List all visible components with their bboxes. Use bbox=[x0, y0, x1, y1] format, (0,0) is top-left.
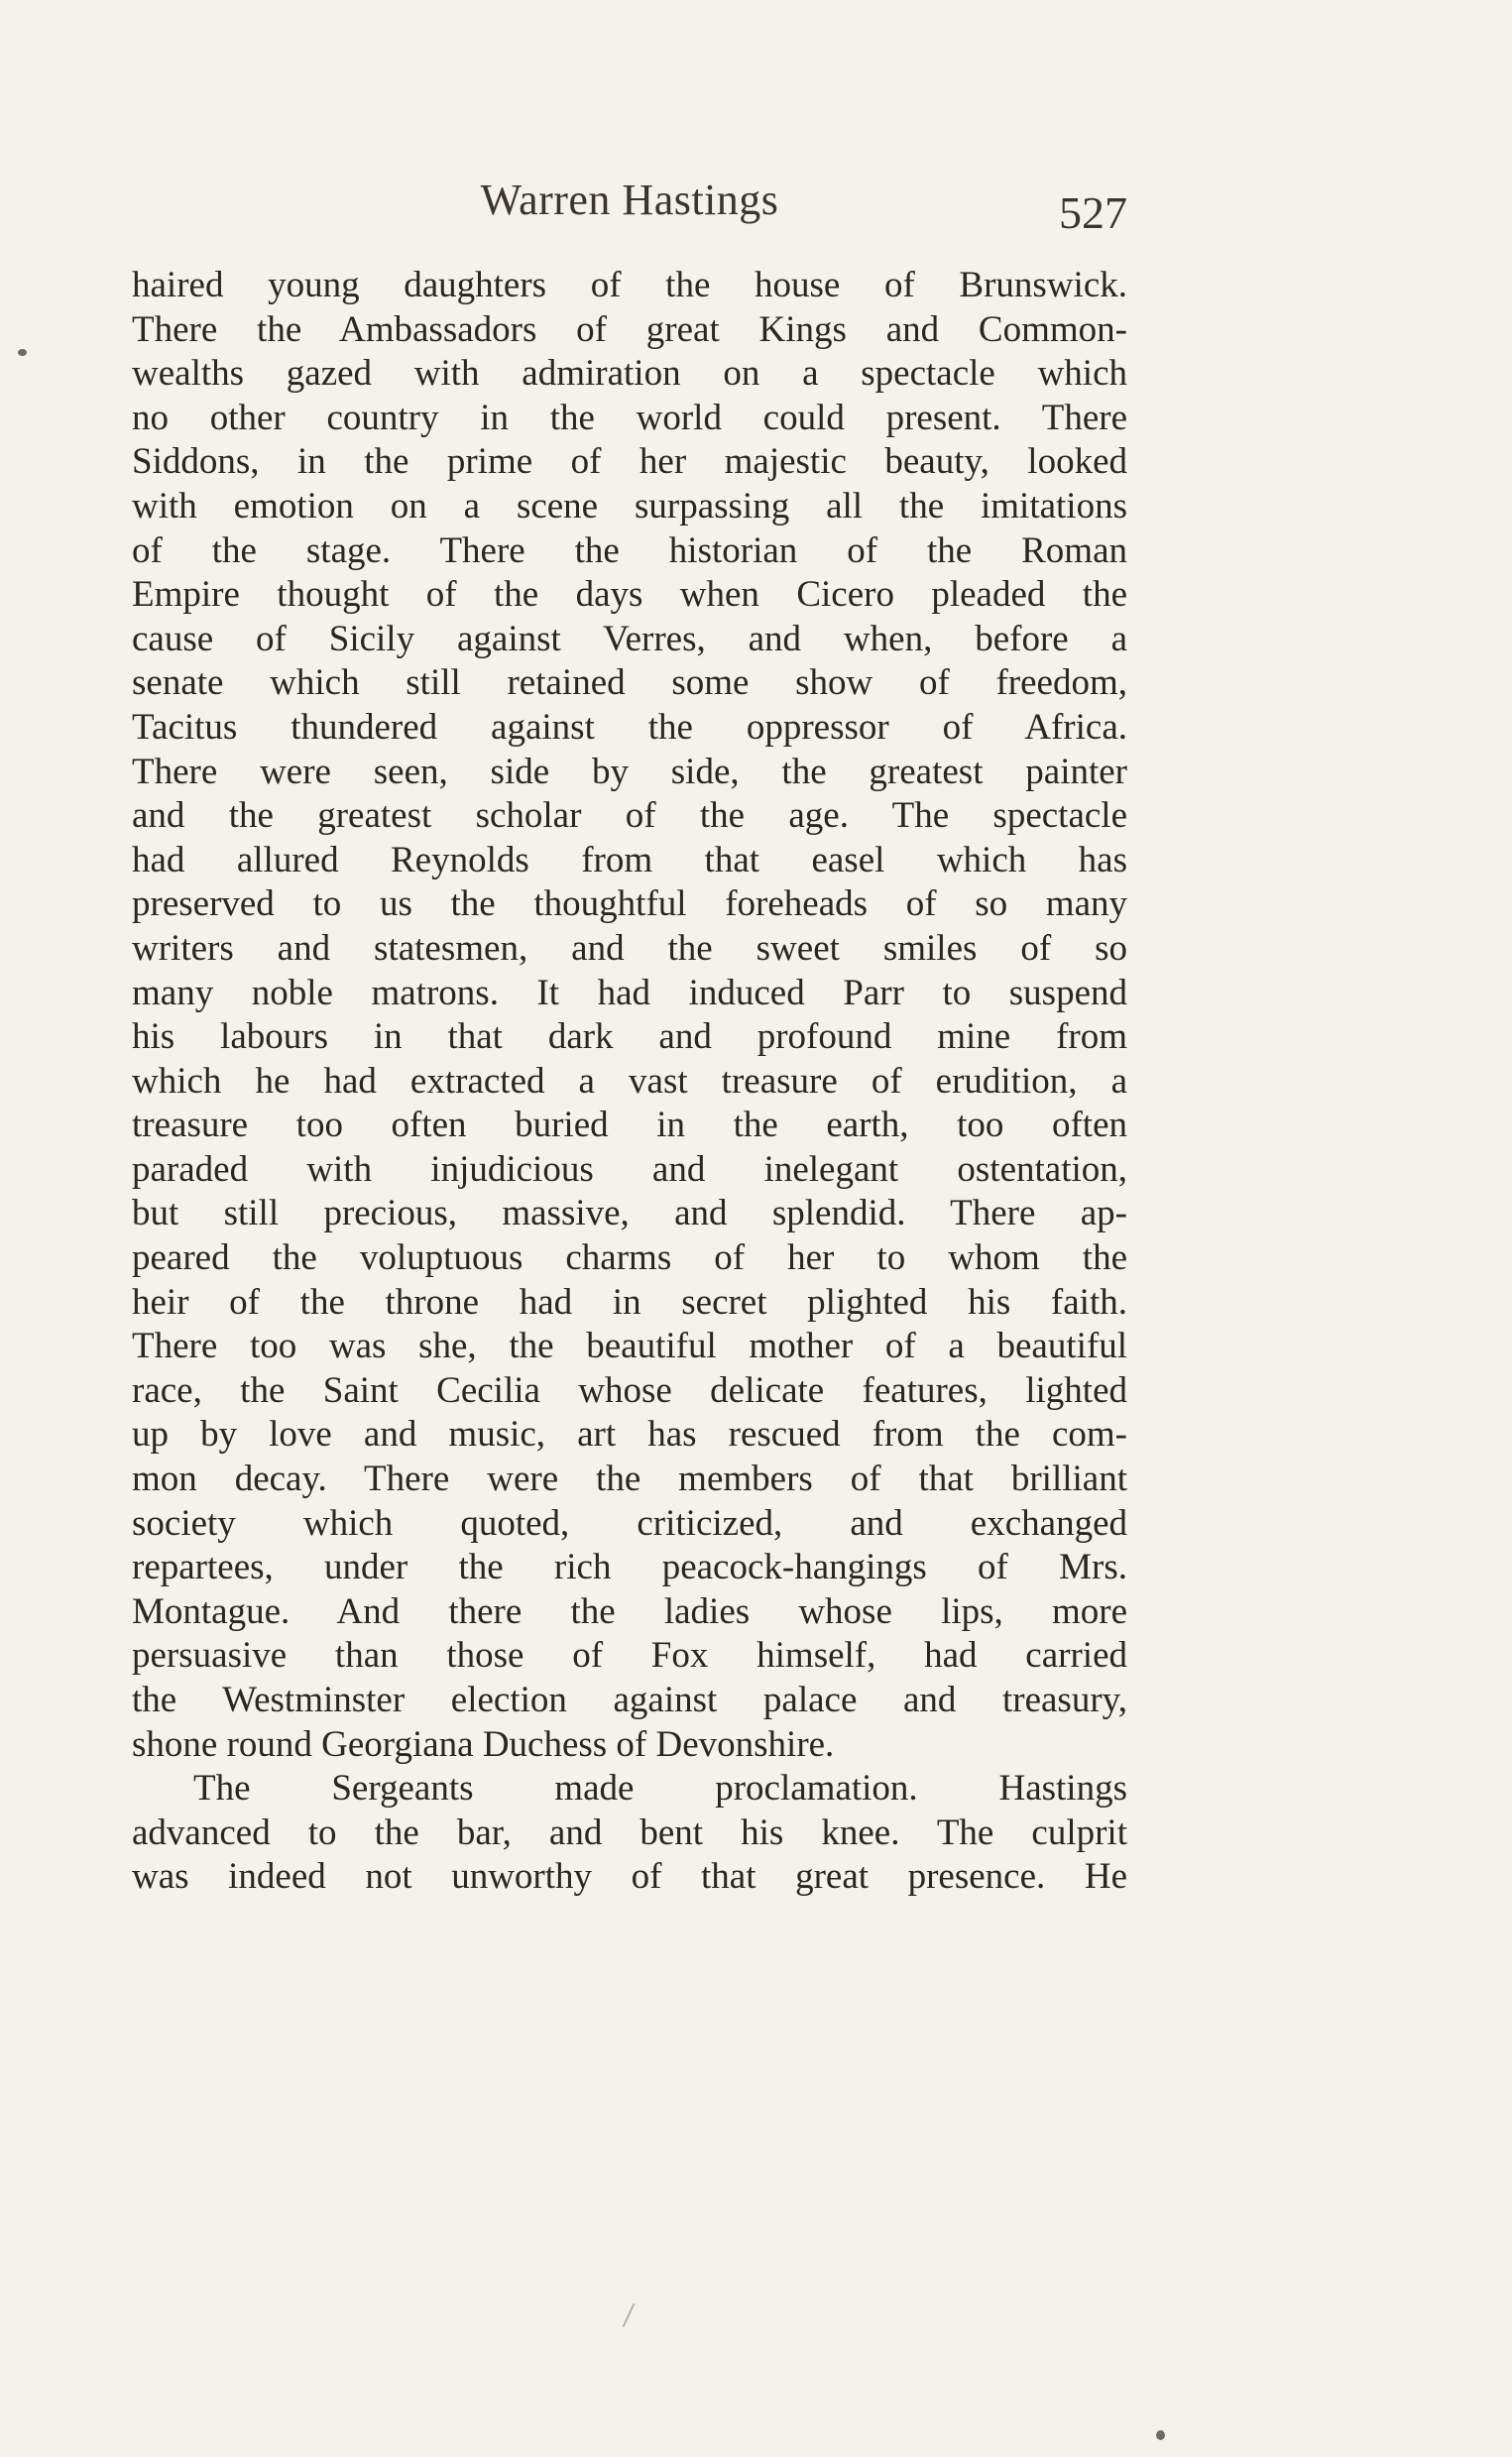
text-line: haired young daughters of the house of Brunswick. bbox=[132, 265, 1127, 305]
paper-mark bbox=[623, 2303, 636, 2327]
text-line: cause of Sicily against Verres, and when, before a bbox=[132, 618, 1127, 659]
paragraph-end-line: shone round Georgiana Duchess of Devonshire. bbox=[132, 1723, 835, 1765]
text-line: had allured Reynolds from that easel which has bbox=[132, 839, 1127, 880]
text-line: There were seen, side by side, the greatest painter bbox=[132, 751, 1127, 792]
text-line: preserved to us the thoughtful foreheads of so many bbox=[132, 883, 1127, 925]
text-line: persuasive than those of Fox himself, had carried bbox=[132, 1635, 1127, 1677]
text-line: the Westminster election against palace and treasury, bbox=[132, 1680, 1127, 1720]
text-line: repartees, under the rich peacock-hangings of Mrs. bbox=[132, 1547, 1127, 1588]
text-line: society which quoted, criticized, and exchanged bbox=[132, 1502, 1127, 1544]
text-line: writers and statesmen, and the sweet smiles of so bbox=[132, 927, 1127, 969]
text-line: with emotion on a scene surpassing all the imitations bbox=[132, 485, 1127, 526]
paragraph-start-line: The Sergeants made proclamation. Hastings bbox=[193, 1768, 1127, 1810]
text-line: and the greatest scholar of the age. The spectacle bbox=[132, 795, 1127, 837]
margin-speck bbox=[18, 349, 27, 356]
page-number: 527 bbox=[1059, 187, 1127, 238]
text-line: Montague. And there the ladies whose lips, more bbox=[132, 1590, 1127, 1632]
text-line: heir of the throne had in secret plighted his faith. bbox=[132, 1281, 1127, 1323]
text-line: peared the voluptuous charms of her to whom the bbox=[132, 1237, 1127, 1279]
body-text bbox=[132, 264, 1127, 1900]
text-line: which he had extracted a vast treasure of erudition, a bbox=[132, 1060, 1127, 1102]
running-header bbox=[132, 167, 1127, 236]
text-line: advanced to the bar, and bent his knee. The culprit bbox=[132, 1812, 1127, 1853]
text-line: senate which still retained some show of freedom, bbox=[132, 662, 1127, 704]
text-line: up by love and music, art has rescued from the com- bbox=[132, 1414, 1127, 1456]
running-title: Warren Hastings bbox=[480, 176, 779, 224]
text-line: was indeed not unworthy of that great presence. He bbox=[132, 1856, 1127, 1898]
text-line: There too was she, the beautiful mother of a beautiful bbox=[132, 1326, 1127, 1367]
text-line: no other country in the world could present. There bbox=[132, 397, 1127, 438]
text-line: paraded with injudicious and inelegant ostentation, bbox=[132, 1148, 1127, 1190]
text-line: Tacitus thundered against the oppressor of Africa. bbox=[132, 706, 1127, 748]
text-line: treasure too often buried in the earth, too often bbox=[132, 1105, 1127, 1146]
text-line: wealths gazed with admiration on a spectacle which bbox=[132, 353, 1127, 395]
text-line: Empire thought of the days when Cicero pleaded the bbox=[132, 574, 1127, 616]
text-line: There the Ambassadors of great Kings and Common- bbox=[132, 308, 1127, 350]
text-line: Siddons, in the prime of her majestic beauty, looked bbox=[132, 441, 1127, 483]
text-line: of the stage. There the historian of the Roman bbox=[132, 529, 1127, 571]
text-line: his labours in that dark and profound mine from bbox=[132, 1016, 1127, 1058]
text-line: mon decay. There were the members of that brilliant bbox=[132, 1459, 1127, 1500]
margin-speck bbox=[1156, 2430, 1165, 2440]
text-line: race, the Saint Cecilia whose delicate features, lighted bbox=[132, 1369, 1127, 1411]
text-line: but still precious, massive, and splendid. There ap- bbox=[132, 1193, 1127, 1234]
text-line: many noble matrons. It had induced Parr to suspend bbox=[132, 972, 1127, 1013]
